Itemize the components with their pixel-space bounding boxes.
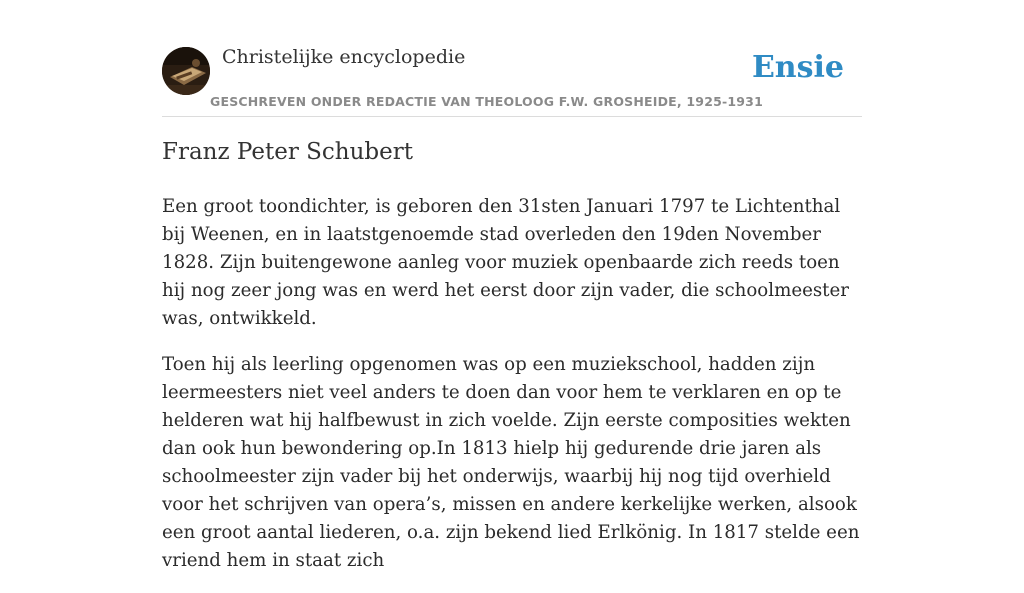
article-paragraph: Een groot toondichter, is geboren den 31sten Januari 1797 te Lichtenthal bij Weenen, en in laatstgenoemde stad overleden den 19den November 1828. Zijn buitengewone aanleg voor muziek openbaarde zich reeds toen hij nog zeer jong was en werd het eerst door zijn vader, die schoolmeester was, ontwikkeld. xyxy=(162,196,849,329)
article-title: Franz Peter Schubert xyxy=(162,139,413,165)
site-header xyxy=(162,44,862,117)
encyclopedia-title[interactable]: Christelijke encyclopedie xyxy=(222,46,466,68)
article-paragraph: Toen hij als leerling opgenomen was op een muziekschool, hadden zijn leermeesters niet veel anders te doen dan voor hem te verklaren en op te helderen wat hij halfbewust in zich voelde. Zijn eerste composities wekten dan ook hun bewondering op.In 1813 hielp hij gedurende drie jaren als schoolmeester zijn vader bij het onderwijs, waarbij hij nog tijd overhield voor het schrijven van opera’s, missen en andere kerkelijke werken, alsook een groot aantal liederen, o.a. zijn bekend lied Erlkönig. In 1817 stelde een vriend hem in staat zich xyxy=(162,354,860,571)
ensie-logo[interactable]: Ensie xyxy=(751,50,844,85)
encyclopedia-avatar[interactable] xyxy=(162,47,210,95)
article-body xyxy=(162,193,862,593)
encyclopedia-subtitle: GESCHREVEN ONDER REDACTIE VAN THEOLOOG F.W. GROSHEIDE, 1925-1931 xyxy=(210,94,763,109)
